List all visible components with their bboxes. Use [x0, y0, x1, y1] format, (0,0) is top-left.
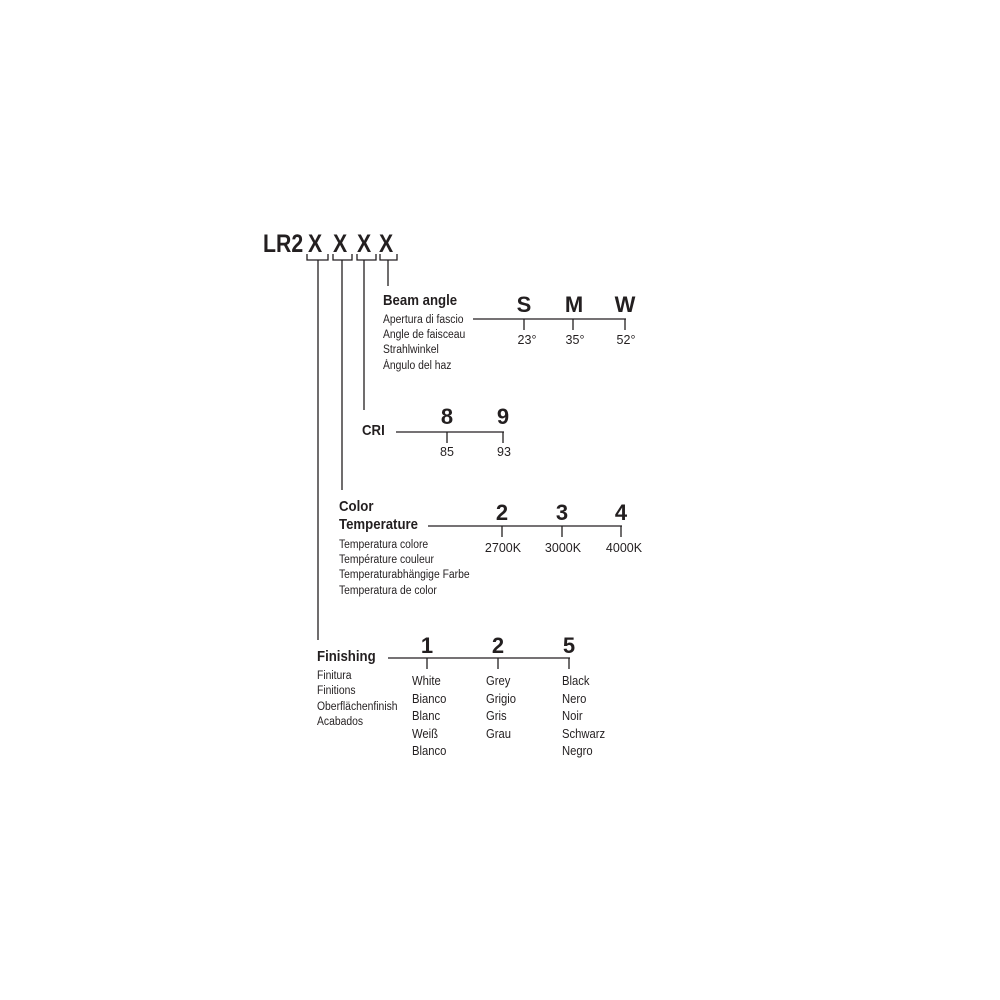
- finishing-option-values-black: [562, 673, 605, 761]
- beam-angle-option-code: S: [516, 292, 532, 317]
- placeholder-cri: X: [357, 230, 372, 258]
- finishing-option-values-white: [412, 673, 446, 761]
- beam-angle-option-code: M: [564, 292, 584, 317]
- placeholder-finishing: X: [308, 230, 323, 258]
- color-temperature-translation: Temperatura colore: [339, 539, 429, 551]
- finishing-option-code: 1: [420, 633, 434, 658]
- finishing-translation: Acabados: [317, 716, 364, 728]
- placeholder-color-temperature: X: [333, 230, 348, 258]
- placeholder-beam-angle: X: [379, 230, 394, 258]
- finishing-translation: Oberflächenfinish: [317, 701, 398, 713]
- beam-angle-option-value: 35°: [565, 333, 585, 347]
- finishing-translation: Finitions: [317, 685, 356, 697]
- beam-angle-option-value: 23°: [517, 333, 537, 347]
- color-temperature-option-code: 4: [614, 500, 628, 525]
- beam-angle-option-value: 52°: [616, 333, 636, 347]
- finishing-option-values-grey: [486, 673, 516, 743]
- list-item: Blanco: [412, 744, 447, 758]
- beam-angle-translation: Ángulo del haz: [383, 360, 452, 372]
- list-item: Nero: [562, 691, 587, 706]
- color-temperature-option-value: 4000K: [605, 541, 643, 555]
- color-temperature-translation: Temperatura de color: [339, 585, 437, 597]
- cri-option-value: 93: [497, 445, 511, 459]
- cri-option-value: 85: [440, 445, 454, 459]
- color-temperature-title: Temperature: [339, 516, 418, 533]
- color-temperature-translation: Température couleur: [339, 554, 434, 566]
- list-item: Grigio: [486, 691, 517, 706]
- cri-option-code: 9: [496, 404, 510, 429]
- beam-angle-translation: Angle de faisceau: [383, 329, 466, 341]
- finishing-title: Finishing: [317, 648, 376, 665]
- list-item: Bianco: [412, 691, 447, 706]
- color-temperature-option-code: 2: [495, 500, 509, 525]
- beam-angle-translation: Apertura di fascio: [383, 314, 464, 326]
- finishing-option-code: 2: [491, 633, 505, 658]
- color-temperature-title: Color: [339, 498, 374, 515]
- list-item: Blanc: [412, 709, 441, 723]
- list-item: Schwarz: [562, 726, 606, 741]
- list-item: Grau: [486, 726, 512, 741]
- list-item: Black: [562, 674, 590, 688]
- list-item: Negro: [562, 744, 593, 758]
- list-item: Grey: [486, 674, 511, 688]
- cri-option-code: 8: [440, 404, 454, 429]
- color-temperature-option-value: 2700K: [484, 541, 522, 555]
- product-code-prefix: LR2: [263, 230, 304, 258]
- list-item: Noir: [562, 709, 583, 723]
- list-item: Weiß: [412, 726, 439, 741]
- list-item: Gris: [486, 709, 507, 723]
- color-temperature-translation: Temperaturabhängige Farbe: [339, 569, 470, 581]
- color-temperature-option-value: 3000K: [544, 541, 582, 555]
- list-item: White: [412, 674, 441, 688]
- finishing-option-code: 5: [562, 633, 576, 658]
- finishing-translation: Finitura: [317, 670, 352, 682]
- color-temperature-option-code: 3: [555, 500, 569, 525]
- beam-angle-title: Beam angle: [383, 292, 458, 309]
- beam-angle-translation: Strahlwinkel: [383, 344, 439, 356]
- cri-title: CRI: [362, 422, 385, 439]
- beam-angle-option-code: W: [614, 292, 636, 317]
